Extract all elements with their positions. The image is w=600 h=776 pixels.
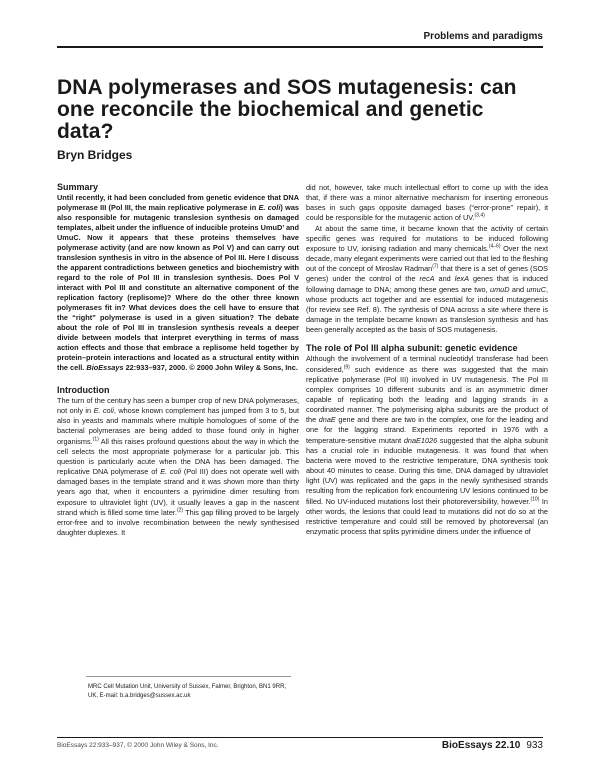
right-paragraph-1: did not, however, take much intellectual effort to come up with the idea that, if there was a minor alternative mechanism for inserting erroneous bases in such gaps opposite damaged bases (“error-prone” repair), it could be responsible for the mutagenic action of UV.$^{(3,4)}$ (306, 183, 548, 223)
right-paragraph-2: At about the same time, it became known that the activity of certain specific genes was required for mutations to be induced following exposure to UV, ionising radiation and many chemicals.$^{(4-6)}$ Over the next decade, many elegant experiments were carried out that led to the fleshing out of the concept of Miroslav Radman$^{(7)}$ that there is a set of genes (SOS genes) under the control of the recA and lexA genes that is induced following damage to DNA; among these genes are two, umuD and umuC, whose products act together and are essential for induced mutagenesis (for review see Ref. 8). The synthesis of DNA across a site where there is damage in the template became known as translesion synthesis and has been generally accepted as the basis of SOS mutagenesis. (306, 223, 548, 335)
footer-citation: BioEssays 22:933–937, © 2000 John Wiley & Sons, Inc. (57, 742, 219, 749)
header-rule (57, 46, 543, 48)
affiliation: MRC Cell Mutation Unit, University of Sussex, Falmer, Brighton, BN1 9RR, UK. E-mail: b.a.bridges@sussex.ac.uk (88, 684, 287, 699)
right-column (306, 183, 548, 537)
right-paragraph-3: Although the involvement of a terminal nucleotidyl transferase had been considered,$^{(9)}$ such evidence as there was suggested that the main replicative polymerase (Pol III) involved in UV mutagenesis. The Pol III complex comprises 10 different subunits and is an asymmetric dimer capable of replicating both the leading and lagging strands in a coordinated manner. The polymerising alpha subunits are the product of the dnaE gene and there are two in the complex, one for the leading and one for the lagging strand. Experiments reported in 1976 with a temperature-sensitive mutant dnaE1026 suggested that the alpha subunit has a crucial role in inducible mutagenesis. It was found that when bacteria were moved to the restrictive temperature, DNA synthesis took about 40 minutes to cease. During this time, DNA damaged by ultraviolet light (UV) was replicated and the gaps in the newly synthesised strands resulting from the replication fork encountering UV lesions continued to be filled. No UV-induced mutations lost their photoreversibility, however.$^{(10)}$ In other words, the lesions that could lead to mutations did not do so at the restrictive temperature and could still be removed by photoreversal (an enzymatic process that splits pyrimidine dimers under the influence of (306, 354, 549, 536)
page-number: 933 (526, 740, 543, 751)
summary-text: Until recently, it had been concluded from genetic evidence that DNA polymerase III (Pol III, the main replicative polymerase in E. coli) was also responsible for mutagenic translesion synthesis on damaged templates, albeit under the influence of inducible proteins UmuD’ and UmuC. Now it appears that these proteins themselves have polymerase activity (and are now known as Pol V) and can carry out translesion synthesis in vitro in the absence of Pol III. Here I discuss the apparent contradictions between genetics and biochemistry with regard to the role of Pol III in translesion synthesis. Does Pol V interact with Pol III and constitute an alternative component of the replication factory (replisome)? Where do the other three known polymerases fit in? What devices does the cell have to ensure that the “right” polymerase is used in a given situation? The debate about the role of Pol III in translesion synthesis reveals a deeper divide between models that interpret everything in terms of mass action effects and those that embrace a replisome held together by protein–protein interactions and located as a structural entity within the cell. BioEssays 22:933–937, 2000. © 2000 John Wiley & Sons, Inc. (57, 193, 299, 372)
footer-rule (57, 737, 543, 738)
introduction-paragraph: The turn of the century has seen a bumper crop of new DNA polymerases, not only in E. coli, whose known complement has jumped from 3 to 5, but also in yeasts and mammals where multiple homologues of some of the bacterial polymerases are being added to those found only in higher organisms.$^{(1)}$ All this raises profound questions about the way in which the cell selects the most appropriate polymerase for a particular job. This question is particularly acute when the DNA has been damaged. The replicative DNA polymerase of E. coli (Pol III) does not operate well with damaged bases in the template strand and it was shown more than thirty years ago that, when it encounters a pyrimidine dimer resulting from exposure to ultraviolet light (UV), it usually leaves a gap in the nascent strand which is filled some time later.$^{(2)}$ This gap filling proved to be largely error-free and to involve recombination between the newly synthesised daughter duplexes. It (57, 396, 300, 538)
author-name: Bryn Bridges (57, 148, 133, 162)
section-heading-pol3: The role of Pol III alpha subunit: genetic evidence (306, 343, 518, 354)
footer-journal (442, 740, 543, 751)
affiliation-rule (86, 676, 291, 677)
section-label: Problems and paradigms (423, 31, 543, 42)
article-title: DNA polymerases and SOS mutagenesis: can one reconcile the biochemical and genetic data? (57, 76, 517, 143)
left-column (57, 182, 299, 538)
summary-heading: Summary (57, 182, 99, 192)
footer-journal-name: BioEssays 22.10 (441, 740, 521, 751)
introduction-heading: Introduction (57, 385, 110, 395)
